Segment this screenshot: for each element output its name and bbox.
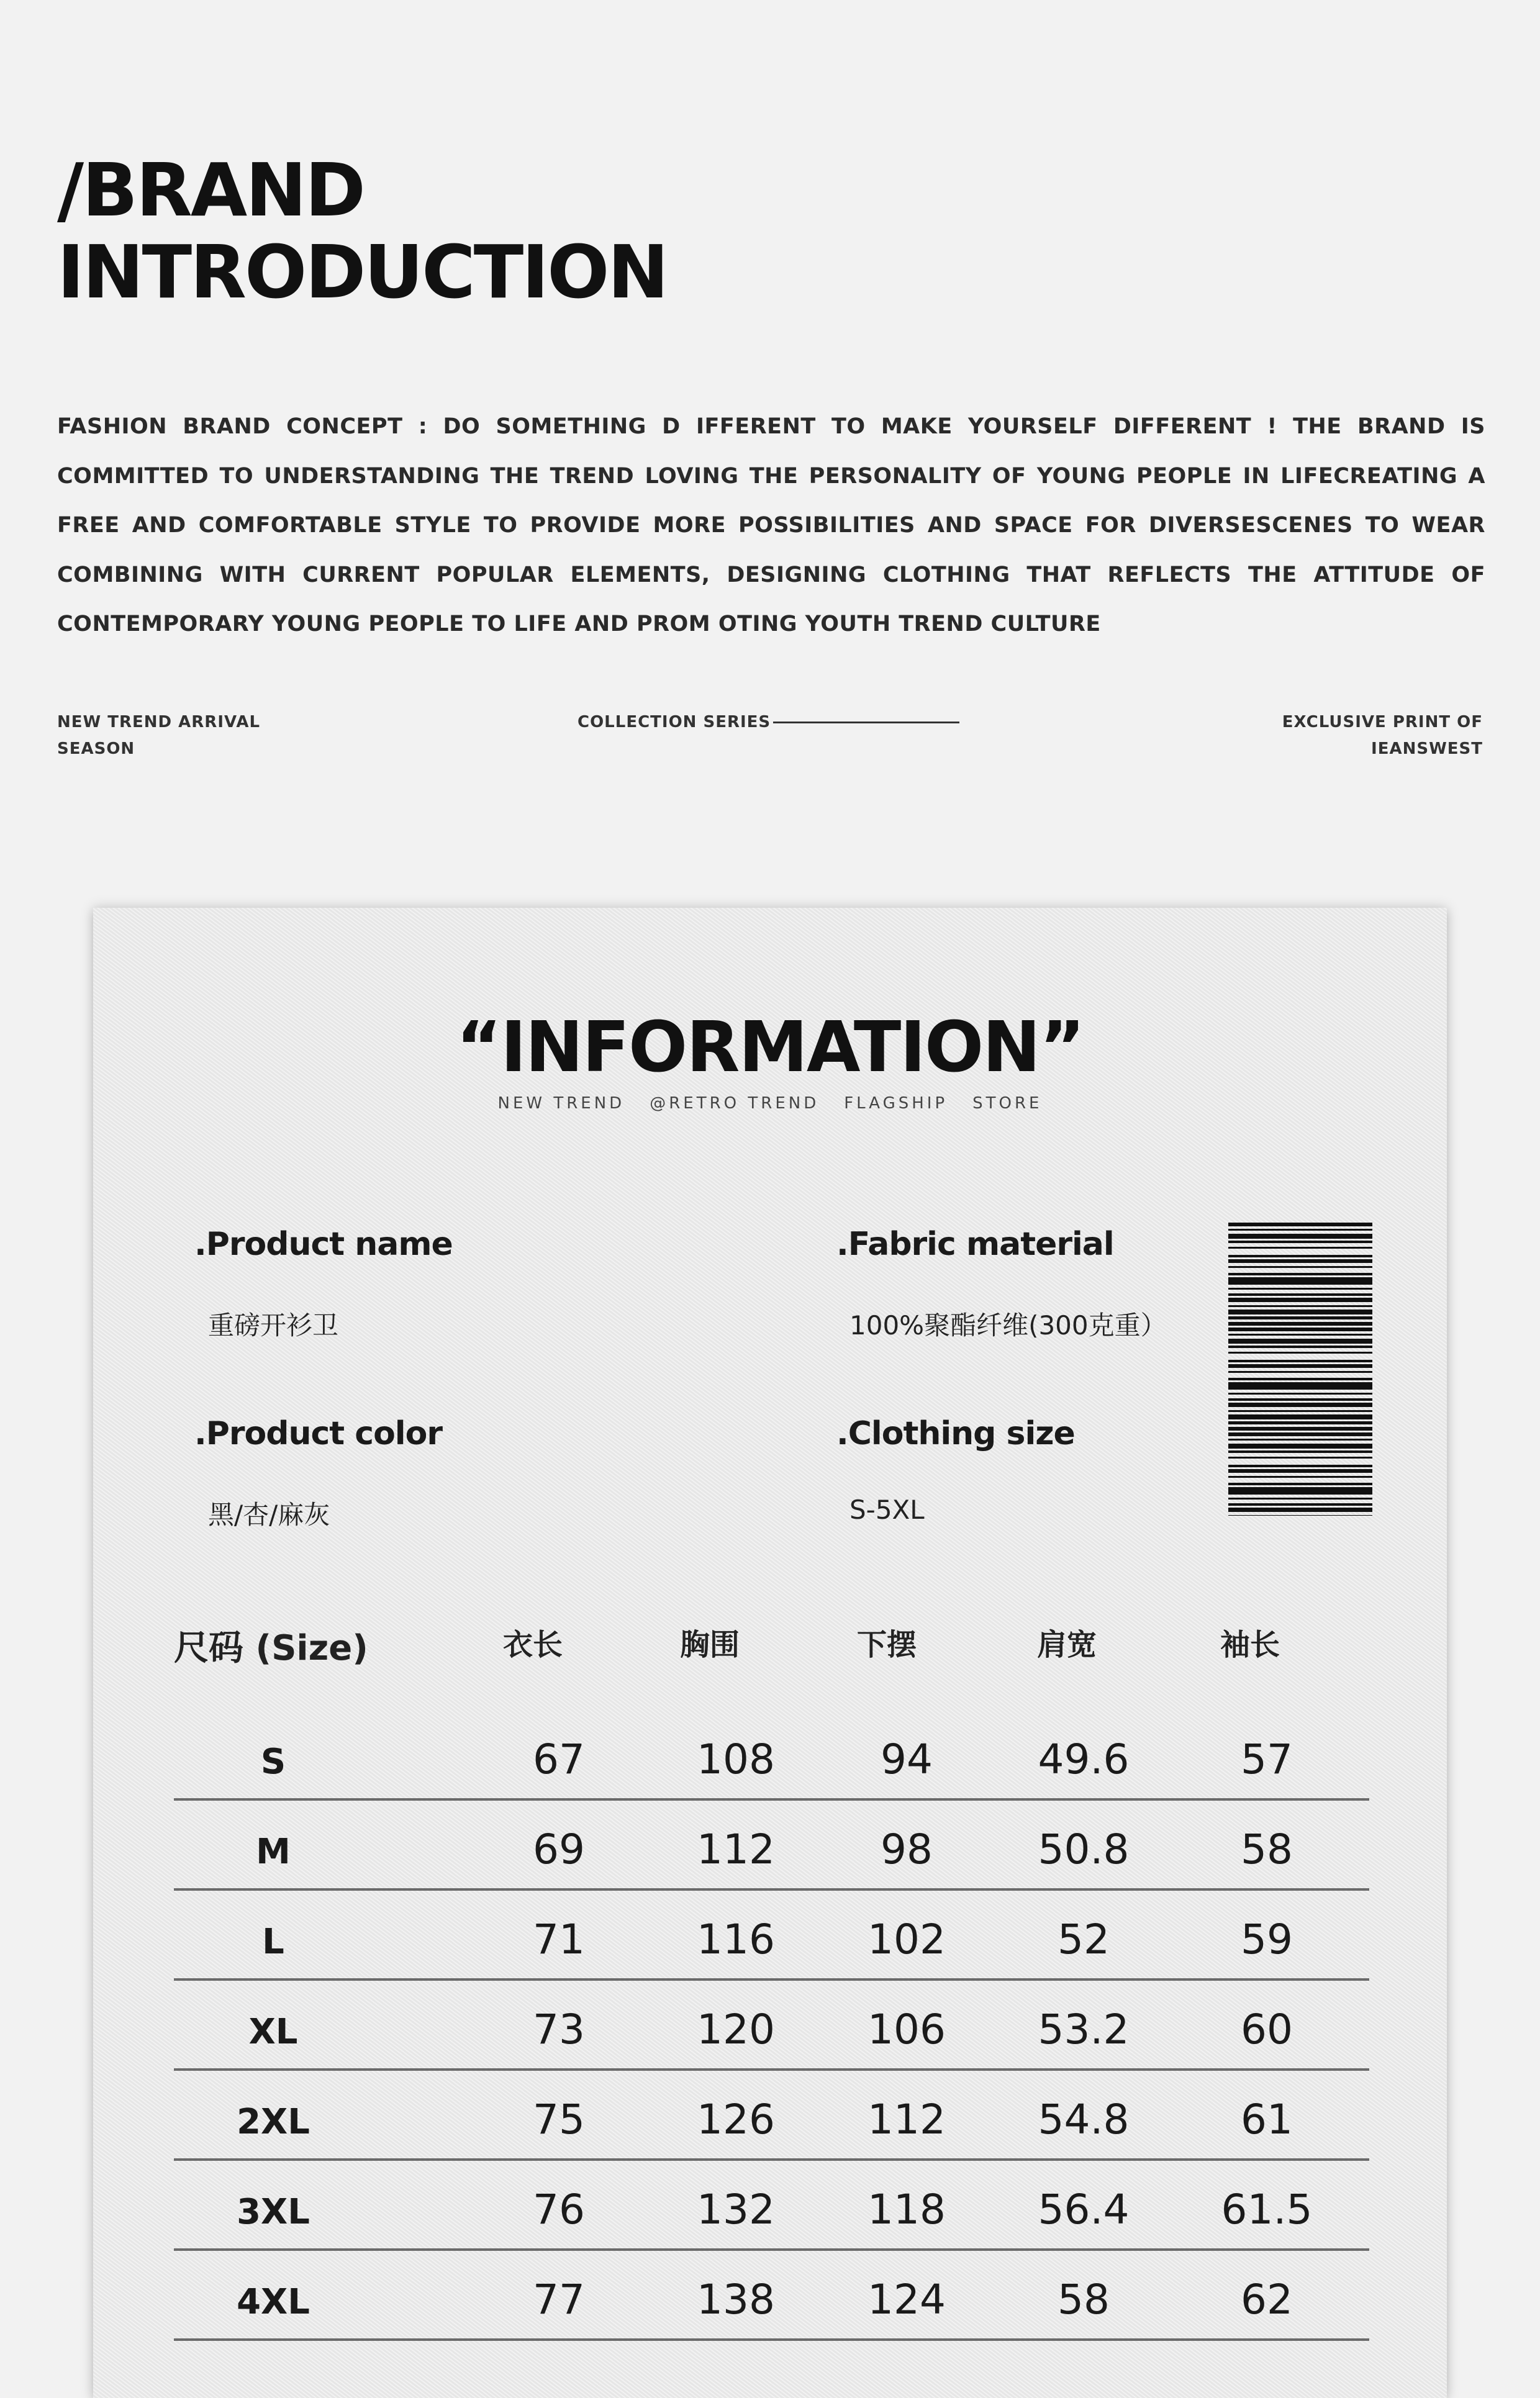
- product-color-label: .Product color: [194, 1415, 443, 1452]
- subtitle-word: @RETRO TREND: [650, 1094, 820, 1113]
- measurement-cell: 108: [697, 1735, 775, 1783]
- barcode-stripe: [1228, 1498, 1372, 1500]
- barcode-stripe: [1228, 1469, 1372, 1473]
- measurement-cell: 138: [697, 2276, 775, 2323]
- barcode-stripe: [1228, 1403, 1372, 1407]
- barcode-stripe: [1228, 1328, 1372, 1331]
- barcode-stripe: [1228, 1234, 1372, 1239]
- measurement-cell: 69: [533, 1826, 585, 1873]
- size-header-shoulder: 肩宽: [1037, 1627, 1097, 1662]
- barcode-stripe: [1228, 1382, 1372, 1390]
- barcode-stripe: [1228, 1259, 1372, 1263]
- brand-title-line-2: INTRODUCTION: [57, 229, 668, 315]
- barcode-stripe: [1228, 1266, 1372, 1268]
- measurement-cell: 112: [697, 1826, 775, 1873]
- size-cell: 4XL: [237, 2282, 310, 2322]
- barcode-image: [1228, 1223, 1372, 1516]
- fabric-material-value: 100%聚酯纤维(300克重）: [849, 1310, 1167, 1341]
- barcode-stripe: [1228, 1288, 1372, 1290]
- barcode-stripe: [1228, 1223, 1372, 1226]
- barcode-stripe: [1228, 1360, 1372, 1362]
- measurement-cell: 132: [697, 2186, 775, 2233]
- barcode-stripe: [1228, 1339, 1372, 1344]
- measurement-cell: 118: [867, 2186, 946, 2233]
- information-subtitle: [93, 1094, 1447, 1113]
- meta-right-line-1: EXCLUSIVE PRINT OF: [1282, 713, 1483, 731]
- table-row: [174, 2161, 1369, 2251]
- barcode-stripe: [1228, 1465, 1372, 1467]
- size-cell: XL: [248, 2012, 298, 2052]
- barcode-stripe: [1228, 1398, 1372, 1401]
- barcode-stripe: [1228, 1305, 1372, 1307]
- barcode-stripe: [1228, 1229, 1372, 1231]
- size-header-length: 衣长: [503, 1627, 563, 1662]
- barcode-stripe: [1228, 1483, 1372, 1485]
- meta-center-label: COLLECTION SERIES: [578, 713, 771, 731]
- barcode-stripe: [1228, 1508, 1372, 1512]
- measurement-cell: 67: [533, 1735, 585, 1783]
- table-row: [174, 1891, 1369, 1981]
- measurement-cell: 106: [867, 2006, 946, 2053]
- measurement-cell: 56.4: [1038, 2186, 1130, 2233]
- size-cell: L: [262, 1922, 284, 1962]
- measurement-cell: 49.6: [1038, 1735, 1130, 1783]
- measurement-cell: 50.8: [1038, 1826, 1130, 1873]
- table-row: [174, 2251, 1369, 2341]
- product-name-label: .Product name: [194, 1226, 453, 1263]
- meta-right-line-2: IEANSWEST: [1371, 740, 1483, 758]
- size-header-chest: 胸围: [680, 1627, 740, 1662]
- meta-left-line-1: NEW TREND ARRIVAL: [57, 713, 261, 731]
- meta-left-line-2: SEASON: [57, 740, 135, 758]
- size-cell: 2XL: [237, 2102, 310, 2142]
- barcode-stripe: [1228, 1334, 1372, 1336]
- barcode-stripe: [1228, 1247, 1372, 1249]
- barcode-stripe: [1228, 1450, 1372, 1453]
- barcode-stripe: [1228, 1241, 1372, 1243]
- meta-exclusive-print: [1247, 709, 1483, 762]
- measurement-cell: 53.2: [1038, 2006, 1130, 2053]
- measurement-cell: 58: [1241, 1826, 1293, 1873]
- barcode-stripe: [1228, 1352, 1372, 1354]
- barcode-stripe: [1228, 1457, 1372, 1459]
- measurement-cell: 52: [1058, 1916, 1110, 1963]
- table-row: [174, 1981, 1369, 2071]
- size-header-size: 尺码 (Size): [174, 1628, 368, 1668]
- measurement-cell: 75: [533, 2096, 585, 2143]
- measurement-cell: 94: [881, 1735, 933, 1783]
- product-color-value: 黑/杏/麻灰: [208, 1500, 330, 1530]
- subtitle-word: FLAGSHIP: [844, 1094, 948, 1113]
- measurement-cell: 98: [881, 1826, 933, 1873]
- barcode-stripe: [1228, 1487, 1372, 1495]
- measurement-cell: 62: [1241, 2276, 1293, 2323]
- size-cell: 3XL: [237, 2192, 310, 2232]
- measurement-cell: 112: [867, 2096, 946, 2143]
- barcode-stripe: [1228, 1371, 1372, 1373]
- barcode-stripe: [1228, 1346, 1372, 1348]
- measurement-cell: 58: [1058, 2276, 1110, 2323]
- size-header-hem: 下摆: [857, 1627, 917, 1662]
- barcode-stripe: [1228, 1427, 1372, 1431]
- measurement-cell: 76: [533, 2186, 585, 2233]
- meta-new-trend: [57, 709, 293, 762]
- barcode-stripe: [1228, 1364, 1372, 1368]
- brand-title-line-1: /BRAND: [57, 147, 364, 233]
- barcode-stripe: [1228, 1421, 1372, 1424]
- barcode-stripe: [1228, 1515, 1372, 1516]
- barcode-stripe: [1228, 1255, 1372, 1257]
- clothing-size-value: S-5XL: [849, 1495, 925, 1525]
- barcode-stripe: [1228, 1310, 1372, 1314]
- measurement-cell: 126: [697, 2096, 775, 2143]
- barcode-stripe: [1228, 1393, 1372, 1395]
- meta-center-rule: [773, 722, 959, 723]
- table-row: [174, 1711, 1369, 1801]
- barcode-stripe: [1228, 1298, 1372, 1302]
- subtitle-word: STORE: [972, 1094, 1043, 1113]
- subtitle-word: NEW TREND: [497, 1094, 625, 1113]
- barcode-stripe: [1228, 1414, 1372, 1419]
- measurement-cell: 77: [533, 2276, 585, 2323]
- barcode-stripe: [1228, 1322, 1372, 1326]
- barcode-stripe: [1228, 1273, 1372, 1275]
- size-cell: M: [256, 1832, 291, 1872]
- barcode-stripe: [1228, 1378, 1372, 1380]
- measurement-cell: 57: [1241, 1735, 1293, 1783]
- barcode-stripe: [1228, 1277, 1372, 1285]
- meta-collection-series: [578, 709, 959, 736]
- measurement-cell: 60: [1241, 2006, 1293, 2053]
- brand-title: [57, 149, 667, 313]
- information-title: “INFORMATION”: [456, 1007, 1084, 1088]
- barcode-stripe: [1228, 1439, 1372, 1441]
- barcode-stripe: [1228, 1410, 1372, 1412]
- measurement-cell: 102: [867, 1916, 946, 1963]
- measurement-cell: 120: [697, 2006, 775, 2053]
- measurement-cell: 73: [533, 2006, 585, 2053]
- measurement-cell: 71: [533, 1916, 585, 1963]
- barcode-stripe: [1228, 1432, 1372, 1436]
- information-card: [93, 908, 1447, 2398]
- measurement-cell: 61.5: [1221, 2186, 1313, 2233]
- barcode-stripe: [1228, 1444, 1372, 1449]
- size-header-sleeve: 袖长: [1220, 1627, 1280, 1662]
- row-divider: [174, 2338, 1369, 2341]
- brand-description: FASHION BRAND CONCEPT : DO SOMETHING D IFFERENT TO MAKE YOURSELF DIFFERENT ! THE BRAND IS COMMITTED TO UNDERSTANDING THE TREND LOVING THE PERSONALITY OF YOUNG PEOPLE IN LIFECREATING A FREE AND COMFORTABLE STYLE TO PROVIDE MORE POSSIBILITIES AND SPACE FOR DIVERSESCENES TO WEAR COMBINING WITH CURRENT POPULAR ELEMENTS, DESIGNING CLOTHING THAT REFLECTS THE ATTITUDE OF CONTEMPORARY YOUNG PEOPLE TO LIFE AND PROM OTING YOUTH TREND CULTURE: [57, 414, 1485, 636]
- barcode-stripe: [1228, 1476, 1372, 1478]
- measurement-cell: 61: [1241, 2096, 1293, 2143]
- measurement-cell: 59: [1241, 1916, 1293, 1963]
- barcode-stripe: [1228, 1503, 1372, 1506]
- table-row: [174, 2071, 1369, 2161]
- barcode-stripe: [1228, 1293, 1372, 1296]
- measurement-cell: 124: [867, 2276, 946, 2323]
- barcode-stripe: [1228, 1316, 1372, 1319]
- measurement-cell: 116: [697, 1916, 775, 1963]
- product-name-value: 重磅开衫卫: [208, 1310, 339, 1341]
- clothing-size-label: .Clothing size: [836, 1415, 1075, 1452]
- measurement-cell: 54.8: [1038, 2096, 1130, 2143]
- size-cell: S: [260, 1742, 286, 1782]
- table-row: [174, 1801, 1369, 1891]
- fabric-material-label: .Fabric material: [836, 1226, 1114, 1263]
